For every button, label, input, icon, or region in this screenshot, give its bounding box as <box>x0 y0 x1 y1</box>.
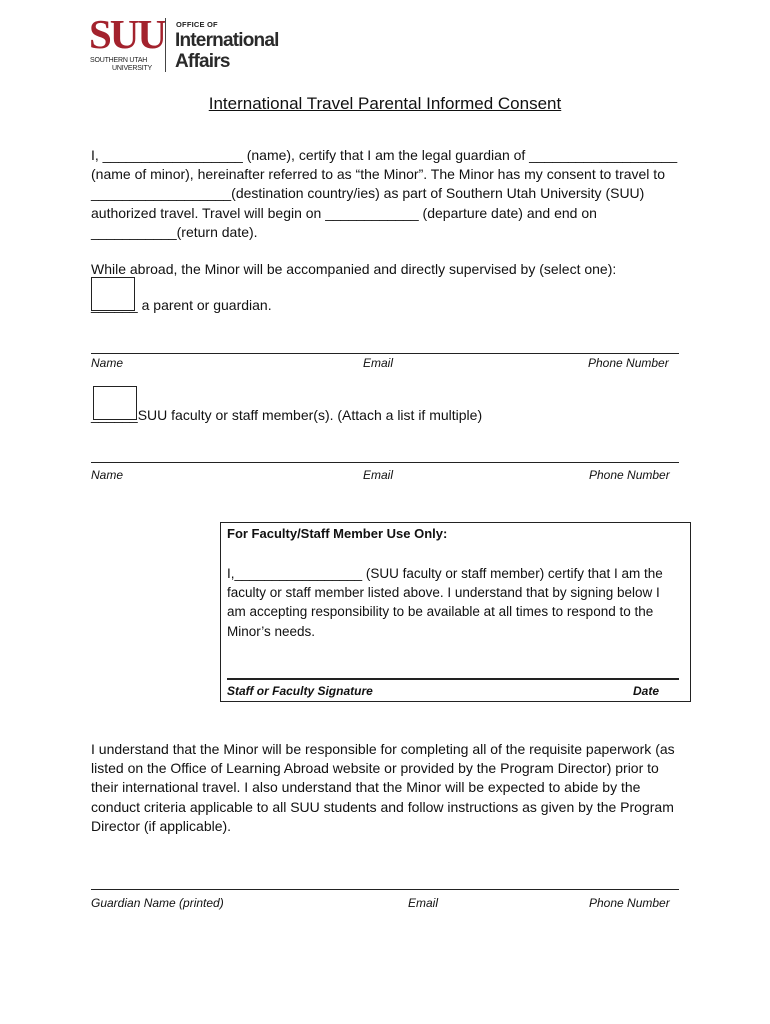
faculty-checkbox-underline: ______ <box>91 407 138 423</box>
faculty-signature-label: Staff or Faculty Signature <box>227 684 373 698</box>
logo-international: International <box>175 30 279 51</box>
faculty-signature-line[interactable] <box>227 678 679 680</box>
page-title: International Travel Parental Informed Consent <box>208 94 562 113</box>
faculty-box-line: faculty or staff member listed above. I understand that by signing below I <box>227 585 660 601</box>
guardian-email-label: Email <box>408 896 439 910</box>
parent-email-label: Email <box>363 356 394 370</box>
parent-option-label: a parent or guardian. <box>137 297 272 313</box>
logo-office-of: OFFICE OF <box>176 20 218 29</box>
faculty-box-line: Minor’s needs. <box>227 623 316 639</box>
intro-line: authorized travel. Travel will begin on ____________ (departure date) and end on <box>91 204 597 221</box>
guardian-name-label: Guardian Name (printed) <box>91 896 224 910</box>
closing-line: their international travel. I also understand that the Minor will be expected to abide by the <box>91 779 641 796</box>
logo-affairs: Affairs <box>175 51 230 72</box>
faculty-option-label: SUU faculty or staff member(s). (Attach a list if multiple) <box>137 407 483 423</box>
closing-line: I understand that the Minor will be responsible for completing all of the requisite paperwork (as <box>91 741 675 757</box>
faculty-box-line: am accepting responsibility to be available at all times to respond to the <box>227 604 654 620</box>
closing-paragraph <box>91 740 675 836</box>
faculty-contact-line[interactable] <box>91 462 679 463</box>
parent-checkbox-underline: ______ <box>91 297 138 313</box>
faculty-phone-label: Phone Number <box>589 468 670 482</box>
faculty-option <box>91 406 482 425</box>
suu-logo-wordmark: SUU <box>89 11 166 57</box>
parent-phone-label: Phone Number <box>588 356 669 370</box>
faculty-box-heading: For Faculty/Staff Member Use Only: <box>227 526 448 541</box>
intro-line: I, __________________ (name), certify that I am the legal guardian of ___________________ <box>91 147 678 163</box>
intro-line: __________________(destination country/ies) as part of Southern Utah University (SUU) <box>91 185 645 202</box>
intro-paragraph <box>91 146 677 242</box>
parent-option <box>91 296 272 315</box>
guardian-phone-label: Phone Number <box>589 896 670 910</box>
supervision-prompt: While abroad, the Minor will be accompanied and directly supervised by (select one): <box>91 261 617 277</box>
intro-line: ___________(return date). <box>91 223 258 240</box>
faculty-email-label: Email <box>363 468 394 482</box>
guardian-signature-line[interactable] <box>91 889 679 890</box>
logo-university-line-2: UNIVERSITY <box>112 65 153 72</box>
faculty-box-line: I,_________________ (SUU faculty or staff member) certify that I am the <box>227 566 663 581</box>
closing-line: conduct criteria applicable to all SUU students and follow instructions as given by the Program <box>91 798 674 815</box>
faculty-name-label: Name <box>91 468 124 482</box>
faculty-box-paragraph <box>227 564 680 641</box>
faculty-date-label: Date <box>633 684 660 698</box>
intro-line: (name of minor), hereinafter referred to as “the Minor”. The Minor has my consent to travel to <box>91 166 665 183</box>
logo-university-line-1: SOUTHERN UTAH <box>90 57 148 64</box>
logo-divider <box>165 18 166 72</box>
closing-line: listed on the Office of Learning Abroad website or provided by the Program Director) prior to <box>91 760 659 777</box>
parent-name-label: Name <box>91 356 124 370</box>
parent-contact-line[interactable] <box>91 353 679 354</box>
closing-line: Director (if applicable). <box>91 817 232 834</box>
